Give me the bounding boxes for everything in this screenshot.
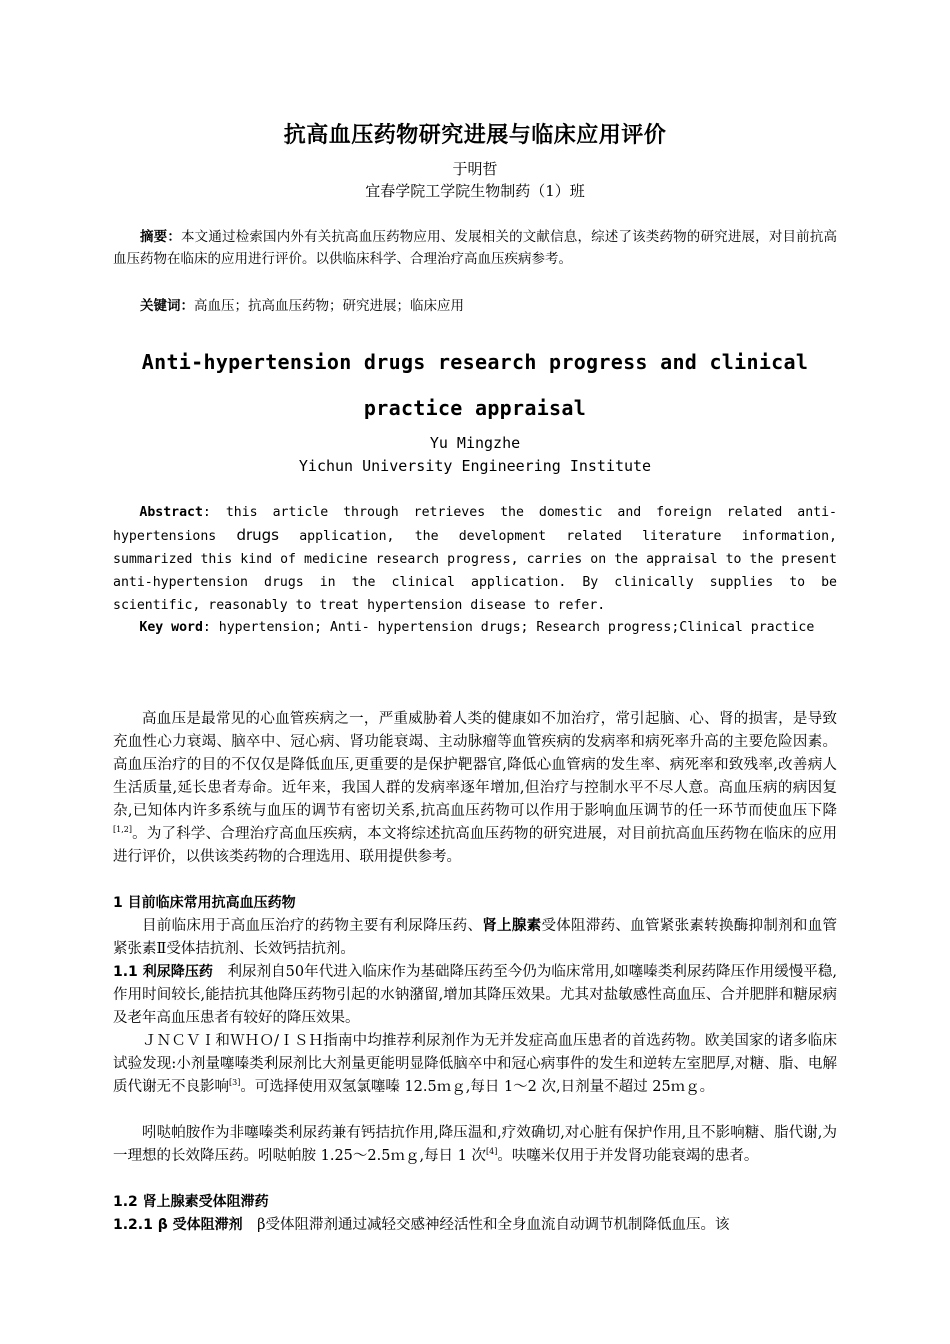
indapamide-text-a: 吲哒帕胺作为非噻嗪类利尿药兼有钙拮抗作用,降压温和,疗效确切,对心脏有保护作用,且不影响糖、脂代谢,为一理想的长效降压药。吲哒帕胺 1.25～2.5ｍｇ,每日 1 次 <box>113 1125 837 1164</box>
affiliation-cn: 宜春学院工学院生物制药（1）班 <box>365 182 585 200</box>
keywords-label-en: Key word <box>139 620 203 635</box>
keywords-text-en: : hypertension; Anti- hypertension drugs; Research progress;Clinical practice <box>202 620 815 635</box>
abstract-cn <box>113 226 837 270</box>
section-1-1-heading: 1.1 利尿降压药 <box>113 964 213 980</box>
abstract-text-en-drugs: drugs <box>236 526 279 544</box>
author-cn: 于明哲 <box>452 160 498 178</box>
intro-text-a: 高血压是最常见的心血管疾病之一，严重威胁着人类的健康如不加治疗，常引起脑、心、肾的损害，是导致充血性心力衰竭、脑卒中、冠心病、肾功能衰竭、主动脉瘤等血管疾病的发病率和病死率升高的主要危险因素。高血压治疗的目的不仅仅是降低血压,更重要的是保护靶器官,降低心血管病的发生率、病死率和致残率,改善病人生活质量,延长患者寿命。近年来，我国人群的发病率逐年增加,但治疗与控制水平不尽人意。高血压病的病因复杂,已知体内许多系统与血压的调节有密切关系,抗高血压药物可以作用于影响血压调节的任一环节而使血压下降 <box>113 711 837 819</box>
section-1-2-1-heading: 1.2.1 β 受体阻滞剂 <box>113 1217 243 1233</box>
section-1-text-a: 目前临床用于高血压治疗的药物主要有利尿降压药、 <box>142 918 483 934</box>
paper-title-en-line2: practice appraisal <box>363 396 587 420</box>
indapamide-citation: [4] <box>486 1147 498 1156</box>
intro-citation: [1,2] <box>113 825 132 834</box>
abstract-text-en-b: application, the development related literature information, summarized this kind of medicine research progress, carries on the appraisal to the present anti-hypertension drugs in the clinical application. By clinically supplies to be scientific, reasonably to treat hypertension disease to refer. <box>113 529 837 613</box>
section-1-1-text: 利尿剂自50年代进入临床作为基础降压药至今仍为临床常用,如噻嗪类利尿药降压作用缓慢平稳,作用时间较长,能拮抗其他降压药物引起的水钠潴留,增加其降压效果。尤其对盐敏感性高血压、合并肥胖和糖尿病及老年高血压患者有较好的降压效果。 <box>113 964 837 1026</box>
section-1-paragraph <box>113 915 837 961</box>
abstract-en <box>113 501 837 617</box>
abstract-label-cn: 摘要： <box>140 229 182 245</box>
section-1-text-b: 受体阻滞药、血管紧张素转换酶抑制剂和血管紧张素Ⅱ受体拮抗剂、长效钙拮抗剂。 <box>113 918 838 957</box>
jnc-text-a: ＪＮＣＶＩ和ＷＨＯ/ＩＳＨ指南中均推荐利尿剂作为无并发症高血压患者的首选药物。欧美国家的诸多临床试验发现:小剂量噻嗪类利尿剂比大剂量更能明显降低脑卒中和冠心病事件的发生和逆转左室肥厚,对糖、脂、电解质代谢无不良影响 <box>113 1033 837 1095</box>
section-1-2-heading: 1.2 肾上腺素受体阻滞药 <box>113 1194 269 1210</box>
intro-paragraph <box>113 708 837 869</box>
indapamide-text-b: 。呋噻米仅用于并发肾功能衰竭的患者。 <box>497 1148 759 1164</box>
section-1-2-1-text: β受体阻滞剂通过减轻交感神经活性和全身血流自动调节机制降低血压。该 <box>242 1217 730 1233</box>
author-en: Yu Mingzhe <box>429 434 521 452</box>
section-1-heading: 1 目前临床常用抗高血压药物 <box>113 895 296 911</box>
indapamide-paragraph <box>113 1122 837 1168</box>
abstract-label-en: Abstract <box>139 505 203 520</box>
keywords-label-cn: 关键词： <box>140 298 194 314</box>
jnc-paragraph <box>113 1030 837 1099</box>
keywords-text-cn: 高血压；抗高血压药物；研究进展；临床应用 <box>194 298 464 314</box>
paper-title-en-line1: Anti-hypertension drugs research progress and clinical <box>141 350 809 374</box>
section-1-2-1-paragraph <box>113 1214 837 1237</box>
keywords-cn <box>113 295 837 317</box>
paper-title-cn: 抗高血压药物研究进展与临床应用评价 <box>283 123 667 148</box>
affiliation-en: Yichun University Engineering Institute <box>298 457 652 475</box>
jnc-citation: [3] <box>229 1078 241 1087</box>
abstract-text-cn: 本文通过检索国内外有关抗高血压药物应用、发展相关的文献信息，综述了该类药物的研究进展，对目前抗高血压药物在临床的应用进行评价。以供临床科学、合理治疗高血压疾病参考。 <box>113 229 838 267</box>
section-1-1-paragraph <box>113 961 837 1030</box>
jnc-text-b: 。可选择使用双氢氯噻嗪 12.5ｍｇ,每日 1～2 次,日剂量不超过 25ｍｇ。 <box>240 1079 715 1095</box>
intro-text-b: 。为了科学、合理治疗高血压疾病，本文将综述抗高血压药物的研究进展，对目前抗高血压药物在临床的应用进行评价，以供该类药物的合理选用、联用提供参考。 <box>113 826 837 865</box>
abstract-text-en-a: : this article through retrieves the domestic and foreign related anti-hypertensions <box>113 505 837 544</box>
keywords-en <box>113 616 837 639</box>
section-1-text-bold: 肾上腺素 <box>482 918 542 934</box>
